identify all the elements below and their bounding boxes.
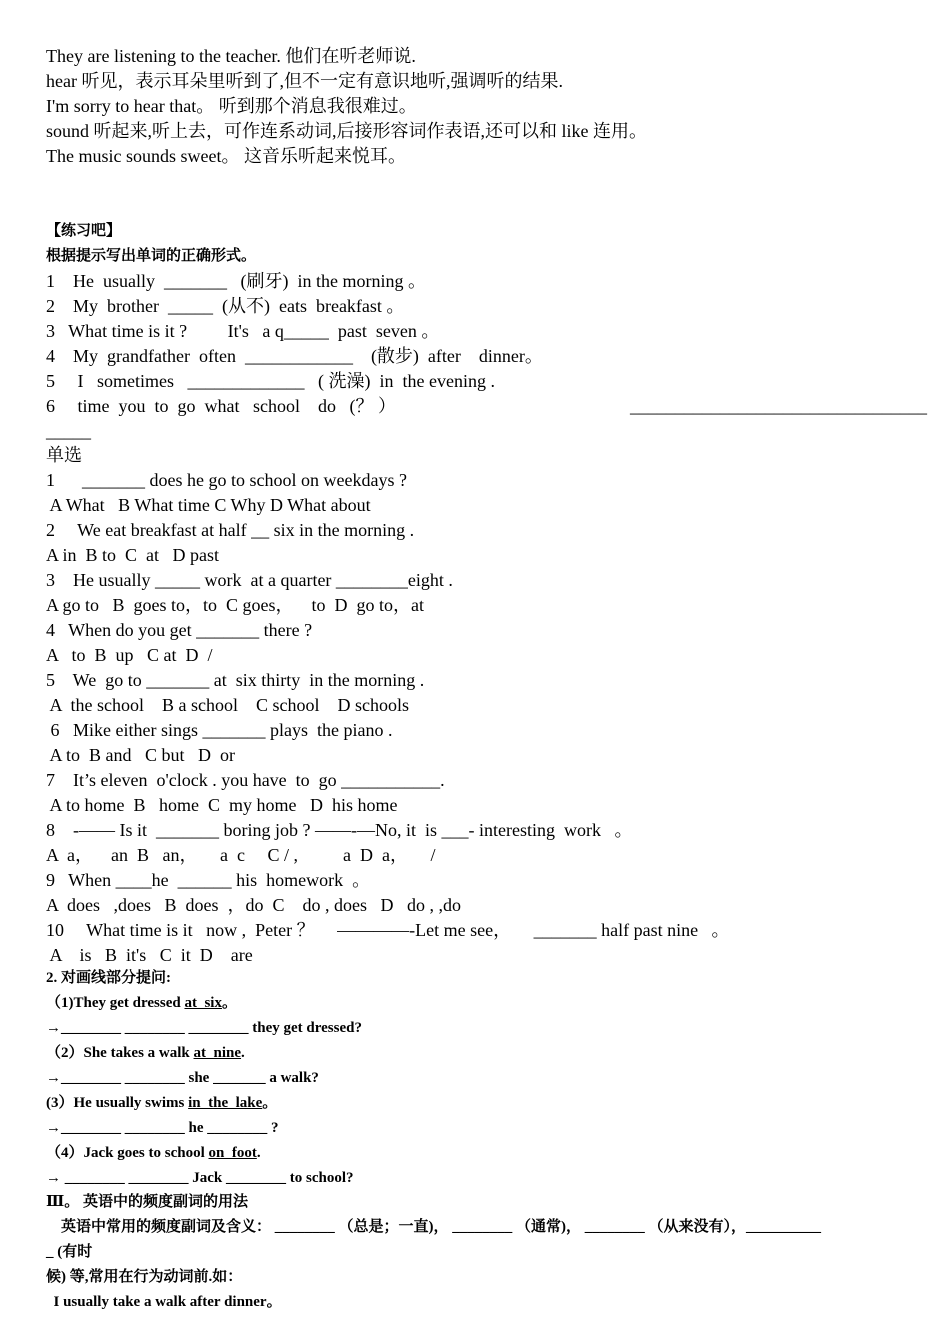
mc-line: 5 We go to _______ at six thirty in the morning . [46, 670, 425, 690]
answer-4: → ________ ________ Jack ________ to school? [46, 1170, 354, 1186]
question-end: 。 [262, 1095, 278, 1111]
underlined-part: in the lake [188, 1095, 263, 1111]
practice-title: 【练习吧】 [46, 223, 122, 239]
intro-line-3: I'm sorry to hear that。 听到那个消息我很难过。 [46, 96, 417, 116]
adverbs-line-1: 英语中常用的频度副词及含义： ________ （总是；一直)， ________ （通常)， ________ （从来没有），__________ [46, 1219, 821, 1235]
answer-3: →________ ________ he ________ ? [46, 1120, 279, 1136]
adverbs-example: I usually take a walk after dinner。 [46, 1294, 282, 1310]
practice-item-5: 5 I sometimes _____________ ( 洗澡) in the evening . [46, 371, 495, 391]
mc-line: A What B What time C Why D What about [46, 495, 371, 515]
question-text: （1)They get dressed [46, 995, 185, 1011]
mc-line: 10 What time is it now , Peter ？ ————-Let me see， _______ half past nine 。 [46, 920, 730, 940]
question-end: . [256, 1145, 261, 1161]
mc-line: 4 When do you get _______ there ? [46, 620, 313, 640]
practice-item-1: 1 He usually _______ (刷牙) in the morning 。 [46, 271, 426, 291]
questions-title: 2. 对画线部分提问: [46, 970, 171, 986]
intro-line-2: hear 听见，表示耳朵里听到了,但不一定有意识地听,强调听的结果. [46, 71, 563, 91]
adverbs-title: Ⅲ。 英语中的频度副词的用法 [46, 1194, 249, 1210]
mc-line: A does ,does B does ，do C do , does D do , ,do [46, 895, 461, 915]
mc-line: A the school B a school C school D schools [46, 695, 409, 715]
answer-2: →________ ________ she _______ a walk? [46, 1070, 319, 1086]
mc-line: 8 -—— Is it _______ boring job ? ——-—No, it is ___- interesting work 。 [46, 820, 633, 840]
intro-line-4: sound 听起来,听上去，可作连系动词,后接形容词作表语,还可以和 like 连用。 [46, 121, 647, 141]
mc-line: A to home B home C my home D his home [46, 795, 398, 815]
question-3 [46, 1093, 277, 1113]
answer-1: →________ ________ ________ they get dressed? [46, 1020, 362, 1036]
mc-line: 3 He usually _____ work at a quarter ________eight . [46, 570, 453, 590]
practice-item-4: 4 My grandfather often ____________ (散步) after dinner。 [46, 346, 543, 366]
question-text: （2）She takes a walk [46, 1045, 194, 1061]
mc-line: A to B and C but D or [46, 745, 236, 765]
mc-title: 单选 [46, 445, 82, 465]
adverbs-line-1-wrap: _ (有时 [46, 1244, 93, 1260]
intro-line-5: The music sounds sweet。 这音乐听起来悦耳。 [46, 146, 406, 166]
question-text: （4）Jack goes to school [46, 1145, 209, 1161]
practice-item-2: 2 My brother _____ (从不) eats breakfast 。 [46, 296, 405, 316]
practice-instruction: 根据提示写出单词的正确形式。 [46, 248, 257, 264]
mc-line: A to B up C at D / [46, 645, 213, 665]
mc-line: 1 _______ does he go to school on weekdays ? [46, 470, 407, 490]
question-2 [46, 1043, 245, 1063]
underlined-part: on foot [208, 1145, 257, 1161]
underlined-part: at six [184, 995, 222, 1011]
mc-line: 7 It’s eleven o'clock . you have to go ___________. [46, 770, 445, 790]
mc-line: 6 Mike either sings _______ plays the piano . [46, 720, 393, 740]
question-end: . [241, 1045, 245, 1061]
question-1 [46, 993, 237, 1013]
mc-line: 2 We eat breakfast at half __ six in the morning . [46, 520, 415, 540]
practice-item-6: 6 time you to go what school do (？ ） [46, 396, 396, 416]
mc-line: 9 When ____he ______ his homework 。 [46, 870, 371, 890]
mc-line: A go to B goes to，to C goes， to D go to，at [46, 595, 424, 615]
question-end: 。 [221, 995, 237, 1011]
practice-item-3: 3 What time is it ? It's a q_____ past seven 。 [46, 321, 440, 341]
practice-item-6-blank: _________________________________ [630, 396, 927, 416]
intro-line-1: They are listening to the teacher. 他们在听老师说. [46, 46, 416, 66]
mc-line: A in B to C at D past [46, 545, 220, 565]
underlined-part: at nine [193, 1045, 242, 1061]
question-4 [46, 1143, 261, 1163]
question-text: (3）He usually swims [46, 1095, 189, 1111]
mc-line: A a， an B an， a c C / , a D a， / [46, 845, 436, 865]
practice-item-6-wrap: _____ [46, 421, 91, 441]
mc-line: A is B it's C it D are [46, 945, 253, 965]
adverbs-line-2: 候) 等,常用在行为动词前.如： [46, 1269, 243, 1285]
